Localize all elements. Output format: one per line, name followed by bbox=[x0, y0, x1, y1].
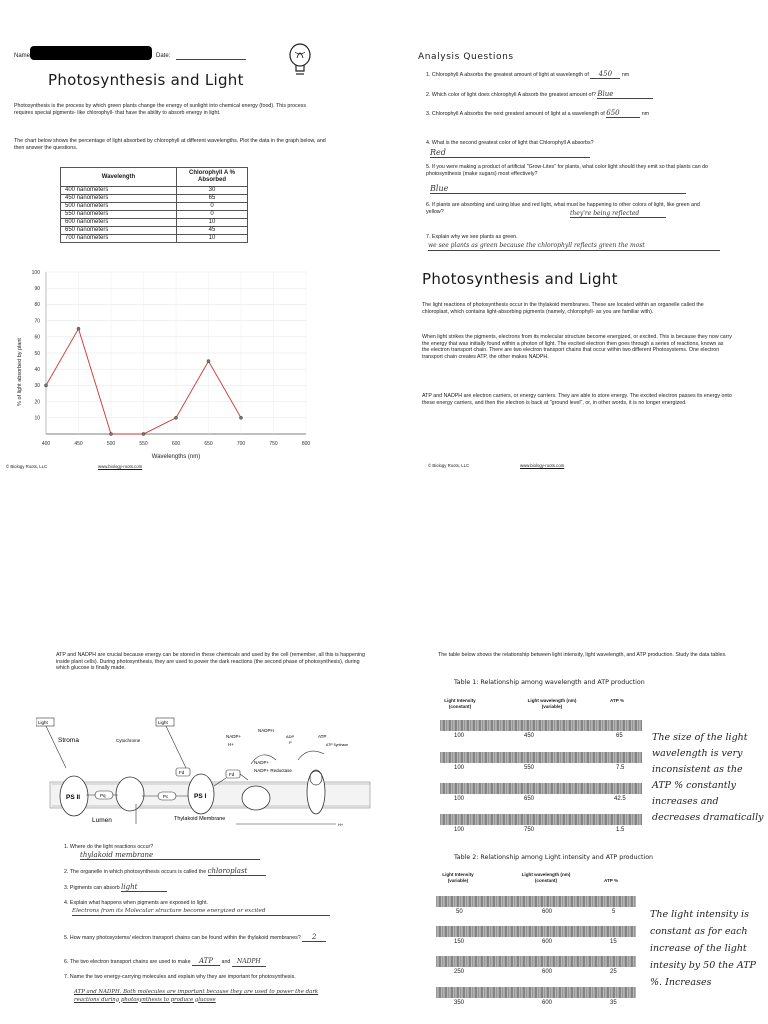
thylakoid-membrane-label: Thylakoid Membrane bbox=[174, 816, 226, 822]
answer-6b: NADPH bbox=[232, 959, 266, 967]
table2-header-intensity: Light Intensity (variable) bbox=[442, 872, 474, 883]
answer-1: 450 bbox=[590, 71, 620, 79]
chart-y-tick-label: 80 bbox=[34, 302, 40, 309]
question-6: 6. The two electron transport chains are used to make ATP and NADPH bbox=[64, 958, 374, 967]
table-cell: 5 bbox=[612, 909, 616, 915]
table-cell: 350 bbox=[454, 1000, 465, 1006]
chart-y-tick-label: 10 bbox=[34, 415, 40, 422]
footer-website: www.biology-roots.com bbox=[520, 463, 565, 468]
answer-2: Blue bbox=[597, 91, 653, 99]
answer-4: Electrons from its Molecular structure become energized or excited bbox=[72, 907, 330, 916]
light-label: Light bbox=[38, 720, 48, 725]
pq-label: Pq bbox=[100, 793, 106, 798]
table-cell: 100 bbox=[454, 765, 465, 771]
chart-x-tick-label: 650 bbox=[204, 441, 213, 447]
answer-5: 2 bbox=[302, 934, 326, 942]
chart-x-tick-label: 400 bbox=[41, 441, 51, 447]
chart-y-axis-label: % of light absorbed by plant bbox=[17, 338, 23, 406]
chart-x-tick-label: 700 bbox=[236, 441, 246, 447]
table1-bar bbox=[440, 783, 642, 794]
chart-y-tick-label: 100 bbox=[31, 269, 40, 276]
table-cell: 150 bbox=[454, 939, 465, 945]
ps1-label: PS I bbox=[194, 793, 207, 800]
table2-header-wavelength: Light wavelength (nm) (constant) bbox=[521, 872, 571, 883]
table1-bar bbox=[440, 720, 642, 731]
tables-intro-paragraph: The table below shows the relationship between light intensity, light wavelength, and ATP production. Study the data tables. bbox=[438, 652, 727, 658]
table-cell: 100 bbox=[454, 827, 465, 833]
chart-data-point bbox=[207, 360, 210, 363]
analysis-question-5: 5. If you were making a product of artificial "Grow-Lites" for plants, what color light should they emit so that plants can do photosynthesis (make sugars) most effectively? bbox=[426, 164, 709, 177]
chart-x-axis-label: Wavelengths (nm) bbox=[151, 454, 201, 460]
question-5: 5. How many photosystems/ electron transport chains can be found within the thylakoid membranes? 2 bbox=[64, 934, 374, 942]
table-header-wavelength: Wavelength bbox=[61, 168, 177, 187]
table2-bar bbox=[436, 987, 636, 998]
table2-bar bbox=[436, 956, 636, 967]
table-cell: 25 bbox=[610, 969, 617, 975]
table-cell: 50 bbox=[456, 909, 463, 915]
worksheet-page-2 bbox=[384, 0, 768, 512]
page-title: Photosynthesis and Light bbox=[48, 71, 244, 89]
section-title: Photosynthesis and Light bbox=[422, 270, 618, 288]
chart-data-point bbox=[239, 416, 242, 419]
date-label: Date: bbox=[156, 53, 171, 59]
answer-4: Red bbox=[430, 148, 590, 158]
answer-7: ATP and NADPH. Both molecules are important because they are used to power the dark reactions during photosynthesis to produce glucose bbox=[74, 989, 319, 1003]
answer-6a: ATP bbox=[192, 958, 220, 966]
table2-title: Table 2: Relationship among Light intensity and ATP production bbox=[454, 854, 654, 861]
footer-copyright: © Biology Roots, LLC bbox=[6, 464, 48, 469]
chart-x-tick-label: 800 bbox=[301, 441, 311, 447]
fd-label: Fd bbox=[229, 772, 235, 777]
worksheet-page-3 bbox=[0, 512, 384, 1024]
chart-data-point bbox=[77, 327, 80, 330]
table-cell: 600 bbox=[542, 909, 553, 915]
answer-5: Blue bbox=[430, 184, 686, 194]
cytochrome-label: Cytochrome bbox=[116, 738, 141, 743]
chart-x-tick-label: 450 bbox=[74, 441, 83, 447]
question-4: 4. Explain what happens when pigments are exposed to light. bbox=[64, 900, 209, 906]
fd-label: Fd bbox=[179, 770, 185, 775]
nadp-reductase-label: NADP+ Reductase bbox=[254, 768, 292, 773]
table2-note: The light intensity is constant as for each increase of the light intesity by 50 the ATP %. Increases bbox=[650, 909, 756, 988]
table-cell: 650 bbox=[524, 796, 535, 802]
table1-note: The size of the light wavelength is very inconsistent as the ATP % constantly increases and decreases dramatically bbox=[652, 732, 764, 823]
nadp-plus-label: NADP+ bbox=[254, 760, 270, 765]
table-cell: 15 bbox=[610, 939, 617, 945]
atp-intro-paragraph: ATP and NADPH are crucial because energy can be stored in these chemicals and used by the cell (remember, all this is happening inside plant cells). During photosynthesis, they are used to power the dark reactions (the second phase of photosynthesis), during which glucose is finally made. bbox=[56, 652, 365, 672]
chart-data-point bbox=[44, 384, 47, 387]
question-2: 2. The organelle in which photosynthesis occurs is called the chloroplast bbox=[64, 868, 374, 876]
table-header-absorbed: Chlorophyll A % Absorbed bbox=[177, 168, 248, 187]
table-cell: 7.5 bbox=[616, 765, 625, 771]
lightbulb-icon bbox=[286, 40, 314, 80]
table-row: 550 nanometers 0 bbox=[61, 211, 248, 219]
answer-3: 650 bbox=[606, 110, 640, 118]
question-1: 1. Where do the light reactions occur? bbox=[64, 844, 154, 850]
worksheet-page-4 bbox=[384, 512, 768, 1024]
table-cell: 42.5 bbox=[614, 796, 626, 802]
nadph-label: NADPH bbox=[258, 728, 274, 733]
analysis-question-1: 1. Chlorophyll A absorbs the greatest amount of light at wavelength of 450 nm bbox=[426, 70, 630, 78]
answer-6: they're being reflected bbox=[570, 210, 666, 218]
ps2-label: PS II bbox=[66, 794, 81, 801]
table1-bar bbox=[440, 814, 642, 825]
answer-1: thylakoid membrane bbox=[80, 851, 260, 860]
table-cell: 100 bbox=[454, 796, 465, 802]
chart-grid bbox=[46, 272, 306, 434]
chart-x-tick-label: 750 bbox=[269, 441, 278, 447]
chart-y-tick-label: 40 bbox=[34, 367, 40, 373]
h-plus-label: H+ bbox=[338, 822, 344, 827]
table-row: 450 nanometers 65 bbox=[61, 195, 248, 203]
table-cell: 450 bbox=[524, 733, 535, 739]
table-cell: 550 bbox=[524, 765, 535, 771]
table-cell: 600 bbox=[542, 969, 553, 975]
atp-label: ATP bbox=[318, 734, 327, 739]
nadp-plus-label: NADP+ bbox=[226, 734, 242, 739]
answer-2: chloroplast bbox=[208, 868, 266, 876]
table1-header-wavelength: Light wavelength (nm) (variable) bbox=[527, 698, 577, 709]
chart-y-tick-label: 50 bbox=[34, 350, 40, 357]
table-cell: 35 bbox=[610, 1000, 617, 1006]
intro-paragraph: Photosynthesis is the process by which green plants change the energy of sunlight into chemical energy (food). This process requires special pigments- like chlorophyll- that have the ability to absorb energy in light. bbox=[14, 103, 306, 116]
table-cell: 65 bbox=[616, 733, 623, 739]
table2-bar bbox=[436, 896, 636, 907]
h-plus-label: H+ bbox=[228, 742, 234, 747]
table1-bar bbox=[440, 752, 642, 763]
date-line bbox=[176, 59, 246, 60]
chart-y-tick-label: 60 bbox=[34, 334, 40, 341]
table-row: 650 nanometers 45 bbox=[61, 227, 248, 235]
redacted-name bbox=[30, 46, 152, 60]
table-row: 400 nanometers 30 bbox=[61, 187, 248, 195]
footer-website: www.biology-roots.com bbox=[98, 464, 143, 469]
absorption-table bbox=[60, 167, 248, 243]
chart-y-tick-label: 30 bbox=[34, 383, 40, 390]
analysis-question-4: 4. What is the second greatest color of light that Chlorophyll A absorbs? bbox=[426, 140, 594, 146]
answer-3: light bbox=[121, 884, 167, 892]
question-7: 7. Name the two energy-carrying molecules and explain why they are important for photosynthesis. bbox=[64, 974, 296, 980]
absorption-chart bbox=[0, 262, 330, 467]
chart-y-tick-label: 90 bbox=[34, 286, 40, 292]
chart-data-point bbox=[174, 416, 177, 419]
analysis-question-7: 7. Explain why we see plants as green. bbox=[426, 234, 518, 240]
chart-data-point bbox=[142, 432, 145, 435]
light-label: Light bbox=[158, 720, 168, 725]
table-cell: 100 bbox=[454, 733, 465, 739]
pc-label: Pc bbox=[163, 794, 169, 799]
stroma-label: Stroma bbox=[58, 737, 79, 744]
table-cell: 250 bbox=[454, 969, 465, 975]
chart-x-tick-label: 500 bbox=[106, 441, 116, 447]
table1-header-intensity: Light Intensity (constant) bbox=[444, 698, 476, 709]
worksheet-page-1 bbox=[0, 0, 384, 512]
table1-title: Table 1: Relationship among wavelength and ATP production bbox=[454, 679, 645, 686]
table-cell: 1.5 bbox=[616, 827, 625, 833]
analysis-heading: Analysis Questions bbox=[418, 52, 514, 62]
chart-data-point bbox=[109, 432, 112, 435]
atp-synthase-label: ATP Synthase bbox=[326, 743, 349, 747]
chart-y-tick-label: 70 bbox=[34, 318, 40, 325]
table2-header-atp: ATP % bbox=[604, 878, 619, 883]
name-label: Name bbox=[14, 53, 31, 59]
light-reactions-paragraph: The light reactions of photosynthesis occur in the thylakoid membranes. These are located within an organelle called the chloroplast, which contains light-absorbing pigments (namely, chlorophyll- as you are familiar with). bbox=[422, 302, 704, 315]
table-cell: 600 bbox=[542, 1000, 553, 1006]
analysis-question-6: 6. If plants are absorbing and using blue and red light, what must be happening to other colors of light, like green and yellow? bbox=[426, 202, 700, 215]
table-cell: 600 bbox=[542, 939, 553, 945]
table-row: 600 nanometers 10 bbox=[61, 219, 248, 227]
thylakoid-diagram bbox=[36, 708, 372, 828]
chart-x-tick-label: 550 bbox=[139, 441, 148, 447]
instructions-paragraph: The chart below shows the percentage of light absorbed by chlorophyll at different wavelengths. Plot the data in the graph below, and then answer the questions. bbox=[14, 138, 326, 151]
table1-header-atp: ATP % bbox=[610, 698, 625, 703]
chart-x-tick-label: 600 bbox=[171, 441, 181, 447]
adp-label: ADP bbox=[286, 734, 295, 739]
lumen-label: Lumen bbox=[92, 817, 112, 824]
table-cell: 750 bbox=[524, 827, 535, 833]
analysis-question-3: 3. Chlorophyll A absorbs the next greatest amount of light at a wavelength of 650 nm bbox=[426, 109, 650, 117]
p-label: P bbox=[289, 740, 292, 745]
footer-copyright: © Biology Roots, LLC bbox=[428, 463, 470, 468]
table2-bar bbox=[436, 926, 636, 937]
answer-7: we see plants as green because the chlorophyll reflects green the most bbox=[428, 241, 720, 251]
analysis-question-2: 2. Which color of light does chlorophyll A absorb the greatest amount of? Blue bbox=[426, 91, 746, 99]
chart-y-tick-label: 20 bbox=[34, 399, 40, 406]
table-row: 700 nanometers 10 bbox=[61, 235, 248, 243]
electrons-paragraph: When light strikes the pigments, electrons from its molecular structure become energized, or excited. This is because they now carry the energy that was initially found within a photon of light. The excited electron then goes through a series of reactions, known as the electron transport chain. There are two electron transport chains that occur within two different Photosystems. One electron transport chain creates ATP, the other makes NADPH. bbox=[422, 334, 732, 360]
table-row: 500 nanometers 0 bbox=[61, 203, 248, 211]
carriers-paragraph: ATP and NADPH are electron carriers, or energy carriers. They are able to store energy. The excited electron passes its energy onto these energy carriers, and then the electron is back at "ground level", or, in other words, it is no longer energized. bbox=[422, 393, 732, 406]
question-3: 3. Pigments can absorb light bbox=[64, 884, 374, 892]
